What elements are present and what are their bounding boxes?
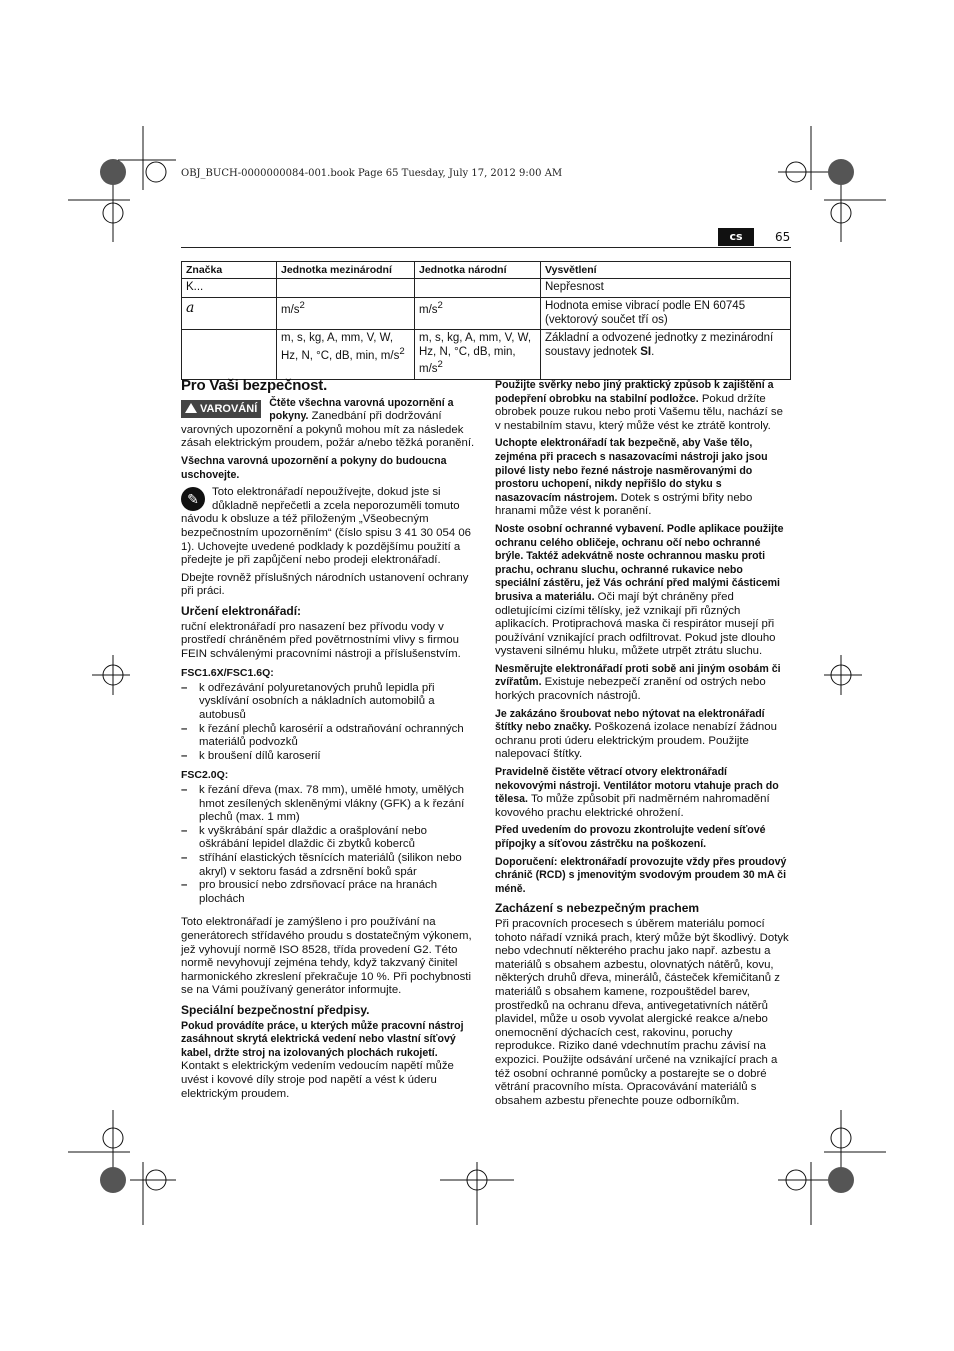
purpose-heading: Určení elektronářadí:: [181, 603, 302, 618]
right-column: [495, 379, 790, 1112]
symbol-a: a: [186, 299, 195, 316]
table-cell: Hodnota emise vibrací podle EN 60745 (vektorový součet tří os): [541, 297, 791, 329]
safety-paragraph: [495, 663, 790, 704]
safety-bold: Nesměrujte elektronářadí proti sobě ani jiným osobám či zvířatům.: [495, 662, 781, 689]
safety-paragraph: [495, 523, 790, 659]
list-item: – k broušení dílů karoserií: [181, 750, 475, 764]
safety-paragraph: [495, 379, 790, 433]
section-title: Pro Vaši bezpečnost.: [181, 377, 328, 394]
keep-instructions: Všechna varovná upozornění a pokyny do budoucna uschovejte.: [181, 454, 447, 481]
safety-bold: Noste osobní ochranné vybavení. Podle aplikace použijte ochranu celého obličeje, ochranu očí nebo ochranné brýle. Taktéž adekvátně noste ochrannou masku proti prachu, ochranu sluchu, ochranné rukavice nebo speciální zástěru, jež Vás ochrání před malými částicemi brusiva a materiálu.: [495, 522, 784, 603]
table-cell: [541, 330, 791, 380]
table-cell: [182, 297, 277, 329]
safety-bold: Je zakázáno šroubovat nebo nýtovat na elektronářadí štítky nebo značky.: [495, 707, 765, 734]
book-header-line: OBJ_BUCH-0000000084-001.book Page 65 Tuesday, July 17, 2012 9:00 AM: [181, 168, 563, 179]
warning-paragraph: [181, 397, 475, 451]
table-header: Jednotka národní: [415, 262, 541, 279]
warning-text: Zanedbání při dodržování varovných upozornění a pokynů mohou mít za následek zásah elektrickým proudem, požár a/nebo těžká poranění.: [181, 410, 475, 450]
safety-text: Oči mají být chráněny před odletujícími cizími tělísky, jež vznikají při různých aplikacích. Protiprachová maska či respirátor musejí při používání vznikající prach odfiltrovat. Pokud jste dlouho vystaveni silnému hluku, můžete utrpět ztrátu sluchu.: [495, 590, 776, 658]
language-badge: cs: [718, 228, 754, 246]
manual-paragraph: [181, 486, 475, 568]
model-heading: FSC2.0Q:: [181, 769, 229, 782]
list-item: – stříhání elastických těsnících materiálů (silikon nebo akryl) v sektoru fasád a zdrsnění boků spár: [181, 852, 475, 879]
unit-sup: 2: [437, 359, 443, 371]
warning-bold: Čtěte všechna varovná upozornění a pokyny.: [269, 396, 454, 423]
list-item: – k řezání plechů karosérií a odstraňování ochranných materiálů podvozků: [181, 723, 475, 750]
unit-sup: 2: [399, 345, 405, 357]
special-text: Kontakt s elektrickým vedením vedoucím napětí může uvést i kovové díly stroje pod napětí a vést k úderu elektrickým proudem.: [181, 1060, 454, 1100]
safety-text: Existuje nebezpečí zranění od ostrých nebo horkých pracovních nástrojů.: [495, 676, 766, 703]
list-item: – k odřezávání polyuretanových pruhů lepidla při vysklívání osobních a nákladních automobilů a autobusů: [181, 682, 475, 723]
table-row: [182, 330, 791, 380]
model1-list: [181, 682, 475, 764]
unit-text: m/s: [419, 303, 438, 316]
table-cell: [182, 330, 277, 380]
table-row: [182, 297, 791, 329]
warning-label: [181, 400, 261, 418]
si-label: SI: [640, 345, 652, 358]
table-cell: [277, 297, 415, 329]
unit-text: .: [651, 345, 655, 358]
table-header-row: [182, 262, 791, 279]
warning-triangle-icon: [185, 403, 197, 413]
purpose-text: ruční elektronářadí pro nasazení bez přívodu vody v prostředí chráněném před povětrnostními vlivy s firmou FEIN schválenými pracovními nástroji a příslušenstvím.: [181, 620, 461, 660]
special-bold: Pokud provádíte práce, u kterých může pracovní nástroj zasáhnout skrytá elektrická vedení nebo vlastní síťový kabel, držte stroj na izolovaných plochách rukojetí.: [181, 1019, 464, 1059]
page-number: 65: [775, 230, 791, 244]
dust-paragraph: Při pracovních procesech s úběrem materiálu pomocí tohoto nářadí vzniká prach, který může být škodlivý. Dotyk nebo vdechnutí některého prachu jako např. azbestu a materiálů s obsahem azbestu, olovnatých nátěrů, kovu, některých druhů dřeva, minerálů, částeček křemičitanů z materiálů s obsahem kamene, rozpouštědel barev, prostředků na ochranu dřeva, antivegetativních nátěrů plavidel, může u osob vyvolat alergické reakce a/nebo onemocnění dýchacích cest, rakovinu, poruchy reprodukce. Riziko dané vdechnutím prachu závisí na expozici. Použijte odsávání určené na vznikající prach a též osobní ochranné pomůcky a postarejte se o dobré větrání pracovního místa. Opracovávání materiálů s obsahem azbestu přenechte pouze odborníkům.: [495, 917, 789, 1107]
manual-text: Toto elektronářadí nepoužívejte, dokud jste si důkladně nepřečetli a zcela neporozuměli tomuto návodu k obsluze a též přiloženým „Všeobecným bezpečnostním upozorněním“ (číslo spisu 3 41 30 054 06 1). Uchovejte uvedené podklady k pozdějšímu použití a předejte je při zapůjčení nebo prodeji elektronářadí.: [181, 486, 471, 567]
safety-paragraph: [495, 708, 790, 762]
list-item: – pro brousicí nebo zdrsňovací práce na hranách plochách: [181, 879, 475, 906]
unit-text: m, s, kg, A, mm, V, W, Hz, N, °C, dB, min, m/s: [419, 332, 532, 376]
table-cell: K...: [182, 279, 277, 298]
table-cell: Nepřesnost: [541, 279, 791, 298]
warning-label-text: VAROVÁNÍ: [200, 402, 258, 415]
safety-text: To může způsobit při nadměrném nahromadění kovového prachu elektrické ohrožení.: [495, 793, 770, 819]
unit-sup: 2: [437, 299, 443, 311]
safety-paragraph: Doporučení: elektronářadí provozujte vždy přes proudový chránič (RCD) s jmenovitým svodovým proudem 30 mA či méně.: [495, 855, 787, 895]
special-paragraph: [181, 1020, 475, 1102]
table-cell: [277, 330, 415, 380]
unit-sup: 2: [299, 299, 305, 311]
safety-paragraph: [495, 437, 790, 519]
left-column: [181, 379, 475, 1105]
unit-text: Základní a odvozené jednotky z mezinárodní soustavy jednotek: [545, 332, 774, 358]
table-cell: [415, 330, 541, 380]
model-heading: FSC1.6X/FSC1.6Q:: [181, 667, 274, 680]
table-row: [182, 279, 791, 298]
table-cell: [277, 279, 415, 298]
unit-text: m, s, kg, A, mm, V, W, Hz, N, °C, dB, min, m/s: [281, 332, 400, 362]
generator-paragraph: Toto elektronářadí je zamýšleno i pro používání na generátorech střídavého proudu s dostatečným výkonem, jež vyhovují normě ISO 8528, třída provedení G2. Této normě nevyhovují zejména tehdy, když takzvaný činitel harmonického zkreslení překračuje 10 %. Při pochybnosti se na Vámi používaný generátor informujte.: [181, 916, 472, 997]
safety-bold: Uchopte elektronářadí tak bezpečně, aby Vaše tělo, zejména při pracech s nasazovacími nástroji jako jsou pilové listy nebo řezné nástroje nasměrovanými do prostoru uchopení, nikdy nepřišlo do styku s nasazovacím nástrojem.: [495, 437, 768, 504]
table-cell: [415, 297, 541, 329]
table-header: Jednotka mezinárodní: [277, 262, 415, 279]
safety-text: Pokud držíte obrobek pouze rukou nebo proti Vašemu tělu, nachází se v nestabilním stavu, který může vést ke ztrátě kontroly.: [495, 392, 783, 432]
national-regulations: Dbejte rovněž příslušných národních ustanovení ochrany při práci.: [181, 571, 469, 598]
special-heading: Speciální bezpečnostní předpisy.: [181, 1002, 370, 1017]
table-header: Značka: [182, 262, 277, 279]
safety-paragraph: [495, 766, 790, 820]
header-rule: [181, 247, 791, 248]
safety-text: Dotek s ostrými břity nebo hranami může vést k poranění.: [495, 491, 753, 518]
dust-heading: Zacházení s nebezpečným prachem: [495, 901, 700, 916]
unit-text: m/s: [281, 303, 300, 316]
safety-bold: Pravidelně čistěte větrací otvory elektronářadí nekovovými nástroji. Ventilátor motoru vtahuje prach do tělesa.: [495, 766, 779, 806]
read-manual-icon: ✎: [181, 487, 205, 511]
table-header: Vysvětlení: [541, 262, 791, 279]
list-item: – k řezání dřeva (max. 78 mm), umělé hmoty, umělých hmot zesílených skleněnými vlákny (GFK) a k řezání plechů (max. 1 mm): [181, 784, 475, 825]
safety-bold: Použijte svěrky nebo jiný praktický způsob k zajištění a podepření obrobku na stabilní podložce.: [495, 379, 774, 405]
safety-paragraph: Před uvedením do provozu zkontrolujte vedení síťové přípojky a síťovou zástrčku na poškození.: [495, 824, 766, 850]
list-item: – k vyškrábání spár dlaždic a orašplování nebo oškrábání lepidel dlaždic či zbytků koberců: [181, 825, 475, 852]
safety-text: Poškozená izolace nenabízí žádnou ochranu proti úderu elektrickým proudem. Použijte nalepovací štítky.: [495, 721, 777, 761]
units-table: [181, 261, 791, 380]
table-cell: [415, 279, 541, 298]
model2-list: [181, 784, 475, 906]
